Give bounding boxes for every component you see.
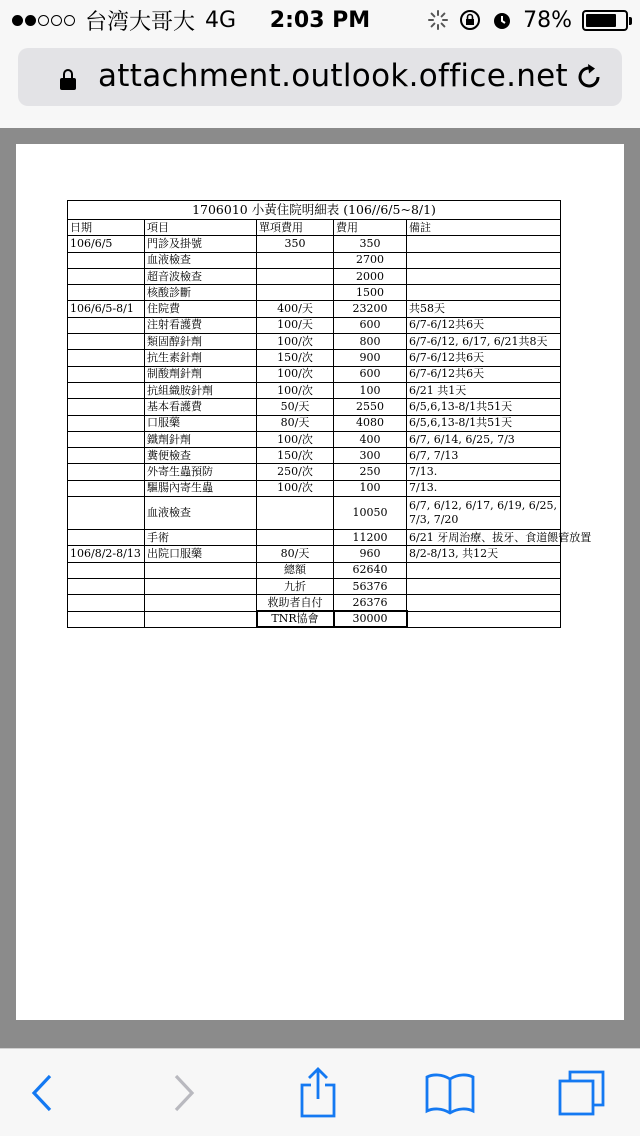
table-row (68, 285, 561, 301)
table-row (68, 480, 561, 496)
cell-unit-fee: 100/次 (257, 480, 334, 496)
cell-fee: 400 (334, 431, 407, 447)
summary-label: TNR協會 (257, 611, 334, 627)
browser-toolbar (0, 1048, 640, 1136)
empty-cell (68, 562, 145, 578)
reload-icon[interactable] (574, 62, 604, 92)
table-row (68, 301, 561, 317)
header-unit-fee: 單項費用 (257, 220, 334, 236)
address-bar[interactable] (18, 48, 622, 106)
cell-date (68, 399, 145, 415)
cell-item: 住院費 (145, 301, 257, 317)
cell-unit-fee: 80/天 (257, 546, 334, 562)
header-item: 項目 (145, 220, 257, 236)
header-row (68, 220, 561, 236)
cell-unit-fee: 350 (257, 236, 334, 252)
summary-label: 救助者自付 (257, 595, 334, 611)
header-remarks: 備註 (407, 220, 561, 236)
cell-date (68, 334, 145, 350)
tabs-button[interactable] (558, 1069, 606, 1117)
cell-item: 核酸診斷 (145, 285, 257, 301)
table-row (68, 546, 561, 562)
tabs-icon (557, 1068, 607, 1118)
table-row (68, 334, 561, 350)
table-row (68, 252, 561, 268)
table-row (68, 236, 561, 252)
cell-remarks: 6/7, 6/14, 6/25, 7/3 (407, 431, 561, 447)
cell-date (68, 350, 145, 366)
cell-date (68, 317, 145, 333)
cell-fee: 800 (334, 334, 407, 350)
cell-item: 類固醇針劑 (145, 334, 257, 350)
cell-unit-fee (257, 268, 334, 284)
cell-item: 制酸劑針劑 (145, 366, 257, 382)
summary-value: 26376 (334, 595, 407, 611)
summary-value: 30000 (334, 611, 407, 627)
cell-item: 出院口服藥 (145, 546, 257, 562)
status-right (427, 8, 628, 33)
cell-remarks: 6/7-6/12, 6/17, 6/21共8天 (407, 334, 561, 350)
cell-item: 外寄生蟲預防 (145, 464, 257, 480)
book-icon (424, 1071, 476, 1115)
cell-remarks (407, 285, 561, 301)
cell-fee: 600 (334, 366, 407, 382)
cell-item: 門診及掛號 (145, 236, 257, 252)
alarm-icon (491, 9, 513, 31)
cell-fee: 960 (334, 546, 407, 562)
carrier-name: 台湾大哥大 (85, 9, 196, 35)
empty-cell (68, 611, 145, 627)
header-date: 日期 (68, 220, 145, 236)
table-row (68, 382, 561, 398)
cell-unit-fee: 250/次 (257, 464, 334, 480)
empty-cell (145, 578, 257, 594)
status-left (12, 5, 236, 36)
lock-icon (60, 69, 76, 91)
summary-row (68, 611, 561, 627)
cell-unit-fee: 100/次 (257, 334, 334, 350)
empty-cell (407, 562, 561, 578)
status-bar (0, 0, 640, 40)
table-row (68, 350, 561, 366)
empty-cell (407, 595, 561, 611)
summary-label: 九折 (257, 578, 334, 594)
cell-item: 血液檢查 (145, 252, 257, 268)
empty-cell (68, 595, 145, 611)
cell-date (68, 497, 145, 530)
cell-date (68, 382, 145, 398)
cell-remarks: 7/13. (407, 464, 561, 480)
title-row (68, 201, 561, 220)
summary-row (68, 562, 561, 578)
cell-date (68, 448, 145, 464)
cell-item: 超音波檢查 (145, 268, 257, 284)
cell-remarks (407, 268, 561, 284)
cell-remarks: 6/5,6,13-8/1共51天 (407, 415, 561, 431)
cell-fee: 350 (334, 236, 407, 252)
cell-unit-fee: 100/次 (257, 382, 334, 398)
empty-cell (145, 611, 257, 627)
table-row (68, 530, 561, 546)
rotation-lock-icon (459, 9, 481, 31)
table-row (68, 431, 561, 447)
back-button[interactable] (18, 1069, 66, 1117)
cell-remarks: 8/2-8/13, 共12天 (407, 546, 561, 562)
summary-label: 總額 (257, 562, 334, 578)
table-row (68, 317, 561, 333)
cell-date (68, 530, 145, 546)
summary-value: 62640 (334, 562, 407, 578)
cell-remarks: 共58天 (407, 301, 561, 317)
cell-date (68, 252, 145, 268)
cell-item: 注射看護費 (145, 317, 257, 333)
cell-date (68, 431, 145, 447)
cell-unit-fee: 150/次 (257, 448, 334, 464)
cell-item: 鐵劑針劑 (145, 431, 257, 447)
cell-remarks: 7/13. (407, 480, 561, 496)
cell-item: 基本看護費 (145, 399, 257, 415)
cell-fee: 600 (334, 317, 407, 333)
cell-unit-fee: 80/天 (257, 415, 334, 431)
cell-remarks: 6/7-6/12共6天 (407, 317, 561, 333)
table-row (68, 399, 561, 415)
cell-fee: 2000 (334, 268, 407, 284)
empty-cell (145, 595, 257, 611)
cell-fee: 900 (334, 350, 407, 366)
cell-fee: 10050 (334, 497, 407, 530)
cell-unit-fee: 100/次 (257, 431, 334, 447)
cell-remarks: 6/7-6/12共6天 (407, 366, 561, 382)
cell-date (68, 415, 145, 431)
table-row (68, 448, 561, 464)
empty-cell (407, 578, 561, 594)
cell-item: 抗生素針劑 (145, 350, 257, 366)
share-icon (296, 1067, 340, 1119)
cell-date: 106/6/5-8/1 (68, 301, 145, 317)
cell-unit-fee: 50/天 (257, 399, 334, 415)
cell-fee: 300 (334, 448, 407, 464)
cell-remarks: 6/21 共1天 (407, 382, 561, 398)
summary-row (68, 578, 561, 594)
cell-remarks: 6/5,6,13-8/1共51天 (407, 399, 561, 415)
share-button[interactable] (294, 1069, 342, 1117)
cell-fee: 2550 (334, 399, 407, 415)
empty-cell (145, 562, 257, 578)
cell-date: 106/6/5 (68, 236, 145, 252)
table-row (68, 268, 561, 284)
cell-remarks (407, 252, 561, 268)
cell-remarks (407, 236, 561, 252)
cell-unit-fee: 150/次 (257, 350, 334, 366)
table-row (68, 464, 561, 480)
cell-fee: 100 (334, 480, 407, 496)
table-row (68, 497, 561, 530)
bookmarks-button[interactable] (426, 1069, 474, 1117)
cell-date (68, 480, 145, 496)
cell-unit-fee: 400/天 (257, 301, 334, 317)
hospital-bill-table (67, 200, 592, 628)
cell-remarks: 6/7-6/12共6天 (407, 350, 561, 366)
cell-date: 106/8/2-8/13 (68, 546, 145, 562)
cell-item: 血液檢查 (145, 497, 257, 530)
cell-date (68, 464, 145, 480)
battery-icon (582, 10, 628, 31)
status-time: 2:03 PM (269, 7, 371, 33)
cell-unit-fee (257, 497, 334, 530)
cell-item: 糞便檢查 (145, 448, 257, 464)
cell-remarks: 6/7, 6/12, 6/17, 6/19, 6/25, 7/3, 7/20 (407, 497, 561, 530)
cell-unit-fee (257, 530, 334, 546)
table-row (68, 415, 561, 431)
url-text[interactable]: attachment.outlook.office.net (98, 58, 568, 94)
cell-unit-fee: 100/天 (257, 317, 334, 333)
summary-row (68, 595, 561, 611)
empty-cell (68, 578, 145, 594)
cell-fee: 4080 (334, 415, 407, 431)
cell-remarks: 6/7, 7/13 (407, 448, 561, 464)
cell-fee: 11200 (334, 530, 407, 546)
empty-cell (407, 611, 561, 627)
cell-unit-fee (257, 252, 334, 268)
header-fee: 費用 (334, 220, 407, 236)
cell-date (68, 285, 145, 301)
cell-fee: 23200 (334, 301, 407, 317)
cell-item: 手術 (145, 530, 257, 546)
summary-value: 56376 (334, 578, 407, 594)
document-title: 1706010 小黃住院明細表 (106//6/5~8/1) (68, 201, 561, 220)
table-row (68, 366, 561, 382)
loading-spinner-icon (427, 9, 449, 31)
document-page (16, 144, 624, 1020)
cell-fee: 1500 (334, 285, 407, 301)
chevron-left-icon (30, 1073, 54, 1113)
cell-fee: 2700 (334, 252, 407, 268)
cell-date (68, 366, 145, 382)
cell-unit-fee: 100/次 (257, 366, 334, 382)
battery-percent: 78% (523, 7, 572, 33)
cell-item: 驅腸內寄生蟲 (145, 480, 257, 496)
chevron-right-icon (172, 1073, 196, 1113)
cell-item: 口服藥 (145, 415, 257, 431)
document-viewer[interactable] (0, 128, 640, 1048)
cell-date (68, 268, 145, 284)
cell-unit-fee (257, 285, 334, 301)
network-type: 4G (205, 7, 237, 33)
cell-fee: 100 (334, 382, 407, 398)
battery-fill (586, 14, 616, 27)
forward-button[interactable] (160, 1069, 208, 1117)
cell-item: 抗組織胺針劑 (145, 382, 257, 398)
cell-fee: 250 (334, 464, 407, 480)
signal-strength-icon (12, 15, 75, 26)
cell-remarks: 6/21 牙周治療、拔牙、食道餵管放置 (407, 530, 561, 546)
